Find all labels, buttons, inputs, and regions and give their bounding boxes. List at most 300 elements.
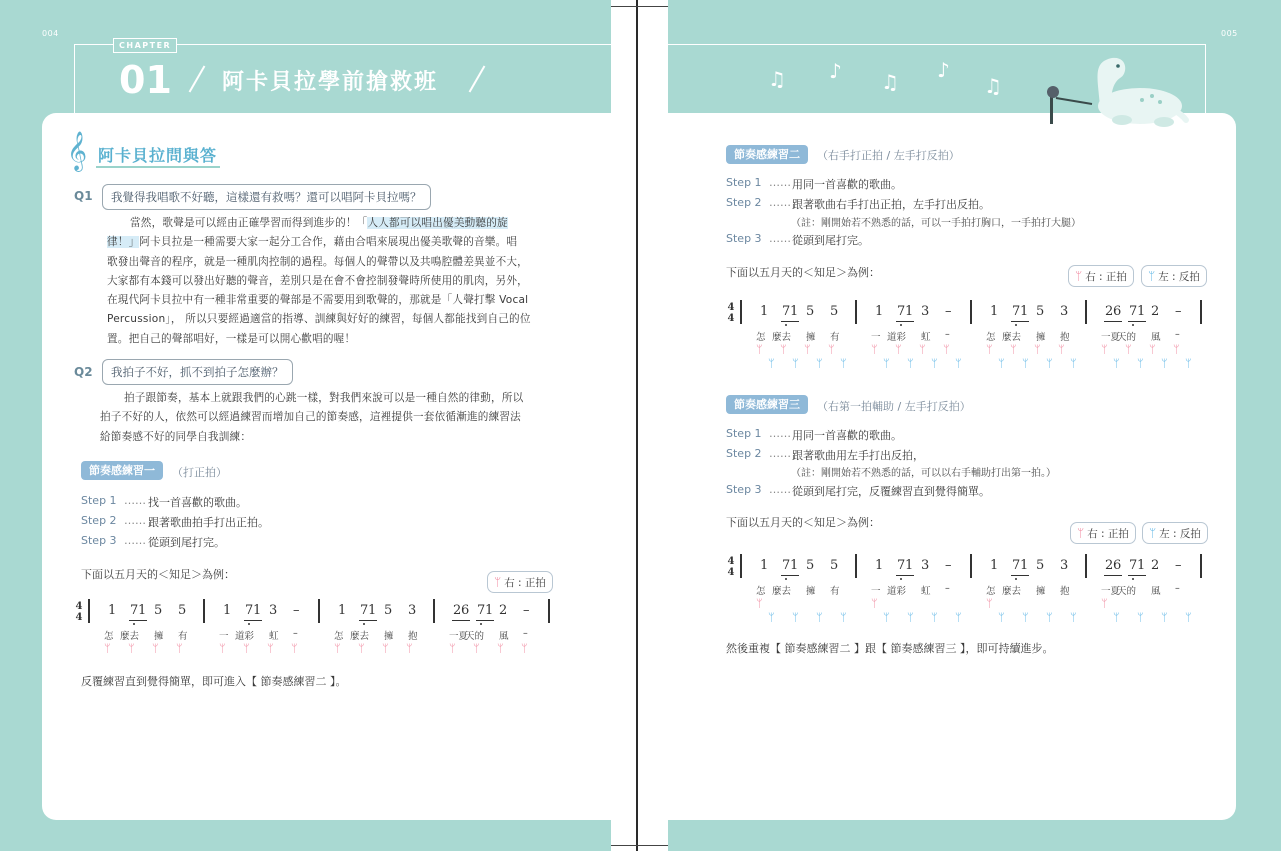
hand-clap-icon: ᛘ <box>955 611 962 624</box>
hand-clap-icon: ᛘ <box>1161 611 1168 624</box>
barline <box>1085 554 1087 578</box>
note-number: 7 <box>782 304 791 319</box>
score-1 <box>0 0 1 1</box>
hand-clap-icon: ᛘ <box>986 343 993 356</box>
hand-clap-icon: ᛘ <box>1077 526 1085 540</box>
hand-clap-icon: ᛘ <box>1161 357 1168 370</box>
lyric: 怎 <box>334 631 344 642</box>
book-spine <box>611 0 668 851</box>
lyric: 麼去 <box>350 631 370 642</box>
lyric: – <box>1175 583 1180 594</box>
lyric: 擁 <box>384 631 394 642</box>
lyric: 怎 <box>756 586 766 597</box>
answer-line: 拍子不好的人，依然可以經過練習而增加自己的節奏感，這裡提供一套依循漸進的練習法 <box>100 411 521 424</box>
lyric: 麼去 <box>1002 332 1022 343</box>
step-2-label: Step 2 <box>81 514 117 527</box>
note-number: 3 <box>921 304 930 319</box>
hand-clap-icon: ᛘ <box>1046 611 1053 624</box>
hand-clap-icon: ᛘ <box>907 611 914 624</box>
barline <box>433 599 435 623</box>
hand-clap-icon: ᛘ <box>955 357 962 370</box>
beam-underline <box>476 620 494 621</box>
note-number: 1 <box>790 304 799 319</box>
step-dots: …… <box>769 232 791 245</box>
answer-1-paragraph <box>107 214 555 349</box>
note-number: 5 <box>1036 558 1045 573</box>
note-number: 1 <box>875 304 884 319</box>
hand-clap-icon: ᛘ <box>243 642 250 655</box>
note-number: 1 <box>905 304 914 319</box>
step-1-label: Step 1 <box>726 427 762 440</box>
lyric: – <box>523 628 528 639</box>
note-number: 2 <box>1151 304 1160 319</box>
right-hand-legend: ᛘ 右 : 正拍 <box>1068 265 1134 287</box>
music-note-icon: ♪ <box>937 58 950 82</box>
time-signature: 4 4 <box>727 302 735 324</box>
answer-line: 拍子跟節奏，基本上就跟我們的心跳一樣，對我們來說可以是一種自然的律動，所以 <box>124 392 524 404</box>
lyric: – <box>945 583 950 594</box>
lyric: – <box>1175 329 1180 340</box>
hand-clap-icon: ᛘ <box>816 357 823 370</box>
question-1-box: 我覺得我唱歌不好聽，這樣還有救嗎？還可以唱阿卡貝拉嗎？ <box>102 184 431 210</box>
lyric: 抱 <box>408 631 418 642</box>
hand-clap-icon: ᛘ <box>883 611 890 624</box>
lyric: 麼去 <box>772 332 792 343</box>
step-2-note: （註：剛開始若不熟悉的話，可以一手拍打胸口，一手拍打大腿） <box>791 218 1081 229</box>
step-1-text: 用同一首喜歡的歌曲。 <box>792 178 902 191</box>
beam-underline <box>359 620 377 621</box>
note-number: 5 <box>154 603 163 618</box>
hand-clap-icon: ᛘ <box>1149 343 1156 356</box>
note-number: 1 <box>223 603 232 618</box>
beam-underline <box>896 321 914 322</box>
lyric: 道彩 <box>887 586 907 597</box>
lyric: – <box>293 628 298 639</box>
lyric: 擁 <box>1036 332 1046 343</box>
hand-clap-icon: ᛘ <box>1101 597 1108 610</box>
hand-clap-icon: ᛘ <box>497 642 504 655</box>
exercise-1-badge: 節奏感練習一 <box>81 461 163 480</box>
note-number: 7 <box>1129 558 1138 573</box>
music-note-icon: ♪ <box>829 59 842 83</box>
exercise-3-note: （右第一拍輔助 / 左手打反拍） <box>817 400 971 413</box>
note-number: 1 <box>485 603 494 618</box>
answer-line: 律！」阿卡貝拉是一種需要大家一起分工合作，藉由合唱來展現出優美歌聲的音樂。唱 <box>107 236 518 249</box>
lyric: 怎 <box>986 332 996 343</box>
note-number: 1 <box>760 558 769 573</box>
step-2-note: （註：剛開始若不熟悉的話，可以以右手輔助打出第一拍。） <box>791 468 1056 479</box>
question-2-label: Q2 <box>74 365 93 379</box>
note-number: 5 <box>806 304 815 319</box>
note-number: 1 <box>1137 304 1146 319</box>
answer-line: 在現代阿卡貝拉中有一種非常重要的聲部是不需要用到歌聲的，那就是「人聲打擊 Vocal <box>107 294 529 307</box>
note-number: 3 <box>1060 304 1069 319</box>
barline <box>1200 300 1202 324</box>
exercise-2-note: （右手打正拍 / 左手打反拍） <box>817 149 960 162</box>
exercise-1-note: （打正拍） <box>172 466 227 479</box>
note-number: 5 <box>1036 304 1045 319</box>
note-number: 1 <box>760 304 769 319</box>
note-number: 1 <box>253 603 262 618</box>
hand-clap-icon: ᛘ <box>919 343 926 356</box>
step-dots: …… <box>124 514 146 527</box>
note-number: 7 <box>245 603 254 618</box>
note-number: 7 <box>360 603 369 618</box>
lyric: 麼去 <box>772 586 792 597</box>
note-number: 3 <box>1060 558 1069 573</box>
note-number: 1 <box>990 304 999 319</box>
hand-clap-icon: ᛘ <box>1070 611 1077 624</box>
hand-clap-icon: ᛘ <box>792 611 799 624</box>
note-number: 1 <box>108 603 117 618</box>
lyric: 一 <box>871 586 881 597</box>
beam-underline <box>1011 321 1029 322</box>
note-number: 1 <box>875 558 884 573</box>
note-number: 2 <box>453 603 462 618</box>
lyric: 一 <box>871 332 881 343</box>
hand-clap-icon: ᛘ <box>494 575 502 589</box>
note-number: 1 <box>138 603 147 618</box>
step-dots: …… <box>769 427 791 440</box>
note-number: 2 <box>1105 304 1114 319</box>
left-hand-legend: ᛘ 左 : 反拍 <box>1142 522 1208 544</box>
hand-clap-icon: ᛘ <box>1149 526 1157 540</box>
note-number: 3 <box>408 603 417 618</box>
step-dots: …… <box>769 196 791 209</box>
hand-clap-icon: ᛘ <box>382 642 389 655</box>
note-number: 2 <box>1105 558 1114 573</box>
note-number: 2 <box>1151 558 1160 573</box>
beam-underline <box>244 620 262 621</box>
step-3-label: Step 3 <box>726 232 762 245</box>
barline <box>1085 300 1087 324</box>
beam-underline <box>1128 575 1146 576</box>
hand-clap-icon: ᛘ <box>828 343 835 356</box>
note-number: 7 <box>782 558 791 573</box>
hand-clap-icon: ᛘ <box>871 597 878 610</box>
note-number: 7 <box>1012 304 1021 319</box>
note-number: – <box>945 558 952 573</box>
note-number: 2 <box>499 603 508 618</box>
note-number: 3 <box>921 558 930 573</box>
hand-clap-icon: ᛘ <box>219 642 226 655</box>
note-number: 7 <box>1012 558 1021 573</box>
octave-dot <box>248 623 250 625</box>
note-number: 1 <box>368 603 377 618</box>
lyric: 天的 <box>465 631 485 642</box>
page-number-right: 005 <box>1221 29 1238 38</box>
beam-underline <box>1104 321 1122 322</box>
lyric: 一夏 <box>449 631 469 642</box>
octave-dot <box>1132 324 1134 326</box>
hand-clap-icon: ᛘ <box>128 642 135 655</box>
plesiosaur-mascot <box>1040 48 1190 130</box>
hand-clap-icon: ᛘ <box>152 642 159 655</box>
barline <box>855 554 857 578</box>
lyric: 怎 <box>756 332 766 343</box>
lyric: 抱 <box>1060 332 1070 343</box>
hand-clap-icon: ᛘ <box>1113 611 1120 624</box>
lyric: 一 <box>219 631 229 642</box>
hand-clap-icon: ᛘ <box>1010 343 1017 356</box>
lyric: 虹 <box>921 332 931 343</box>
step-2-label: Step 2 <box>726 447 762 460</box>
beam-underline <box>1104 575 1122 576</box>
chapter-number: 01 <box>119 58 172 102</box>
lyric: 風 <box>499 631 509 642</box>
hand-clap-icon: ᛘ <box>1125 343 1132 356</box>
octave-dot <box>785 578 787 580</box>
octave-dot <box>1015 578 1017 580</box>
note-number: 7 <box>897 558 906 573</box>
chapter-title: 阿卡貝拉學前搶救班 <box>222 70 439 95</box>
note-number: 7 <box>1129 304 1138 319</box>
hand-clap-icon: ᛘ <box>1185 611 1192 624</box>
hand-clap-icon: ᛘ <box>895 343 902 356</box>
step-dots: …… <box>124 534 146 547</box>
section-title: 阿卡貝拉問與答 <box>98 146 218 165</box>
lyric: 怎 <box>104 631 114 642</box>
note-number: – <box>1175 304 1182 319</box>
hand-clap-icon: ᛘ <box>780 343 787 356</box>
step-dots: …… <box>124 494 146 507</box>
time-signature: 4 4 <box>75 601 83 623</box>
barline <box>970 300 972 324</box>
octave-dot <box>480 623 482 625</box>
highlight: 人人都可以唱出優美動聽的旋 <box>367 217 508 229</box>
lyric: 麼去 <box>1002 586 1022 597</box>
barline <box>1200 554 1202 578</box>
lyric: 抱 <box>1060 586 1070 597</box>
note-number: – <box>523 603 530 618</box>
octave-dot <box>363 623 365 625</box>
lyric: 一夏 <box>1101 332 1121 343</box>
beam-underline <box>1128 321 1146 322</box>
spine-mark <box>611 6 668 7</box>
hand-clap-icon: ᛘ <box>907 357 914 370</box>
note-number: 5 <box>178 603 187 618</box>
step-3-label: Step 3 <box>81 534 117 547</box>
hand-clap-icon: ᛘ <box>1022 357 1029 370</box>
lyric: 有 <box>178 631 188 642</box>
right-hand-legend: ᛘ 右 : 正拍 <box>487 571 553 593</box>
step-dots: …… <box>769 447 791 460</box>
right-footer-text: 然後重複【 節奏感練習二 】跟【 節奏感練習三 】，即可持續進步。 <box>726 642 1054 655</box>
answer-line: 大家都有本錢可以發出好聽的聲音，差別只是在會不會控制發聲時所使用的肌肉，另外， <box>107 274 528 287</box>
lyric: 擁 <box>806 586 816 597</box>
barline <box>740 554 742 578</box>
note-number: 1 <box>1137 558 1146 573</box>
answer-line: 歌發出聲音的程序，就是一種肌肉控制的過程。每個人的聲帶以及共鳴腔體差異並不大， <box>107 255 528 268</box>
note-number: 7 <box>477 603 486 618</box>
note-number: 1 <box>905 558 914 573</box>
hand-clap-icon: ᛘ <box>1075 269 1083 283</box>
lyric: 有 <box>830 586 840 597</box>
beam-underline <box>896 575 914 576</box>
hand-clap-icon: ᛘ <box>943 343 950 356</box>
note-number: 1 <box>790 558 799 573</box>
left-hand-legend: ᛘ 左 : 反拍 <box>1141 265 1207 287</box>
step-2-text: 跟著歌曲用左手打出反拍， <box>792 449 924 462</box>
lyric: 擁 <box>154 631 164 642</box>
hand-clap-icon: ᛘ <box>871 343 878 356</box>
hand-clap-icon: ᛘ <box>931 357 938 370</box>
lyric: 麼去 <box>120 631 140 642</box>
music-note-icon: ♫ <box>881 70 899 94</box>
highlight: 律！」 <box>107 236 140 249</box>
beam-underline <box>129 620 147 621</box>
hand-clap-icon: ᛘ <box>176 642 183 655</box>
barline <box>548 599 550 623</box>
step-3-text: 從頭到尾打完。 <box>792 234 869 247</box>
barline <box>203 599 205 623</box>
note-number: 6 <box>1113 558 1122 573</box>
hand-clap-icon: ᛘ <box>883 357 890 370</box>
spine-mark <box>611 845 668 846</box>
hand-clap-icon: ᛘ <box>449 642 456 655</box>
octave-dot <box>900 324 902 326</box>
lyric: – <box>945 329 950 340</box>
note-number: 6 <box>1113 304 1122 319</box>
answer-line: 給節奏感不好的同學自我訓練： <box>100 430 252 443</box>
lyric: 擁 <box>806 332 816 343</box>
octave-dot <box>133 623 135 625</box>
hand-clap-icon: ᛘ <box>1034 343 1041 356</box>
hand-clap-icon: ᛘ <box>986 597 993 610</box>
hand-clap-icon: ᛘ <box>998 611 1005 624</box>
step-2-text: 跟著歌曲拍手打出正拍。 <box>148 516 269 529</box>
step-2-label: Step 2 <box>726 196 762 209</box>
beam-underline <box>781 321 799 322</box>
note-number: 3 <box>269 603 278 618</box>
hand-clap-icon: ᛘ <box>756 343 763 356</box>
lyric: 擁 <box>1036 586 1046 597</box>
hand-clap-icon: ᛘ <box>756 597 763 610</box>
question-1-label: Q1 <box>74 189 93 203</box>
step-2-text: 跟著歌曲右手打出正拍，左手打出反拍。 <box>792 198 990 211</box>
hand-clap-icon: ᛘ <box>816 611 823 624</box>
example-intro: 下面以五月天的＜知足＞為例： <box>726 516 880 529</box>
octave-dot <box>1015 324 1017 326</box>
hand-clap-icon: ᛘ <box>1113 357 1120 370</box>
hand-clap-icon: ᛘ <box>792 357 799 370</box>
hand-clap-icon: ᛘ <box>267 642 274 655</box>
hand-clap-icon: ᛘ <box>1070 357 1077 370</box>
barline <box>318 599 320 623</box>
beam-underline <box>452 620 470 621</box>
answer-line: Percussion」， 所以只要經過適當的指導、訓練與好好的練習，每個人都能找到自己的位 <box>107 313 531 326</box>
step-1-text: 用同一首喜歡的歌曲。 <box>792 429 902 442</box>
step-1-text: 找一首喜歡的歌曲。 <box>148 496 247 509</box>
step-3-text: 從頭到尾打完。 <box>148 536 225 549</box>
hand-clap-icon: ᛘ <box>1137 357 1144 370</box>
hand-clap-icon: ᛘ <box>1046 357 1053 370</box>
spine-line <box>636 0 638 851</box>
lyric: 有 <box>830 332 840 343</box>
hand-clap-icon: ᛘ <box>334 642 341 655</box>
step-dots: …… <box>769 483 791 496</box>
barline <box>970 554 972 578</box>
barline <box>855 300 857 324</box>
octave-dot <box>785 324 787 326</box>
treble-clef-icon: 𝄞 <box>67 131 88 171</box>
hand-clap-icon: ᛘ <box>1058 343 1065 356</box>
step-3-label: Step 3 <box>726 483 762 496</box>
hand-clap-icon: ᛘ <box>840 357 847 370</box>
hand-clap-icon: ᛘ <box>1148 269 1156 283</box>
hand-clap-icon: ᛘ <box>1101 343 1108 356</box>
exercise-2-badge: 節奏感練習二 <box>726 145 808 164</box>
step-dots: …… <box>769 176 791 189</box>
music-note-icon: ♫ <box>768 67 786 91</box>
hand-clap-icon: ᛘ <box>768 357 775 370</box>
lyric: 怎 <box>986 586 996 597</box>
lyric: 天的 <box>1117 332 1137 343</box>
step-1-label: Step 1 <box>726 176 762 189</box>
octave-dot <box>1132 578 1134 580</box>
hand-clap-icon: ᛘ <box>1173 343 1180 356</box>
hand-clap-icon: ᛘ <box>1185 357 1192 370</box>
question-2-box: 我拍子不好，抓不到拍子怎麼辦？ <box>102 359 293 385</box>
barline <box>88 599 90 623</box>
hand-clap-icon: ᛘ <box>768 611 775 624</box>
lyric: 虹 <box>921 586 931 597</box>
note-number: 7 <box>897 304 906 319</box>
hand-clap-icon: ᛘ <box>1022 611 1029 624</box>
hand-clap-icon: ᛘ <box>998 357 1005 370</box>
example-intro: 下面以五月天的＜知足＞為例： <box>726 266 880 279</box>
chapter-tag: CHAPTER <box>113 38 177 53</box>
page-number-left: 004 <box>42 29 59 38</box>
beam-underline <box>781 575 799 576</box>
lyric: 天的 <box>1117 586 1137 597</box>
hand-clap-icon: ᛘ <box>358 642 365 655</box>
lyric: 虹 <box>269 631 279 642</box>
example-intro: 下面以五月天的＜知足＞為例： <box>81 568 235 581</box>
section-title-underline <box>96 166 220 168</box>
note-number: 7 <box>130 603 139 618</box>
note-number: 5 <box>830 304 839 319</box>
hand-clap-icon: ᛘ <box>804 343 811 356</box>
note-number: 5 <box>384 603 393 618</box>
right-hand-legend: ᛘ 右 : 正拍 <box>1070 522 1136 544</box>
lyric: 風 <box>1151 586 1161 597</box>
note-number: 5 <box>806 558 815 573</box>
note-number: 5 <box>830 558 839 573</box>
answer-line: 置。把自己的聲部唱好，一樣是可以開心歡唱的喔！ <box>107 332 356 345</box>
step-1-label: Step 1 <box>81 494 117 507</box>
octave-dot <box>900 578 902 580</box>
note-number: 1 <box>990 558 999 573</box>
lyric: 道彩 <box>887 332 907 343</box>
barline <box>740 300 742 324</box>
hand-clap-icon: ᛘ <box>291 642 298 655</box>
note-number: 1 <box>1020 304 1029 319</box>
hand-clap-icon: ᛘ <box>840 611 847 624</box>
answer-line: 當然，歌聲是可以經由正確學習而得到進步的！「人人都可以唱出優美動聽的旋 <box>130 217 508 229</box>
note-number: 1 <box>1020 558 1029 573</box>
lyric: 一夏 <box>1101 586 1121 597</box>
lyric: 道彩 <box>235 631 255 642</box>
music-note-icon: ♫ <box>984 74 1002 98</box>
lyric: 風 <box>1151 332 1161 343</box>
exercise-3-badge: 節奏感練習三 <box>726 395 808 414</box>
hand-clap-icon: ᛘ <box>104 642 111 655</box>
hand-clap-icon: ᛘ <box>931 611 938 624</box>
note-number: – <box>1175 558 1182 573</box>
step-3-text: 從頭到尾打完，反覆練習直到覺得簡單。 <box>792 485 990 498</box>
hand-clap-icon: ᛘ <box>521 642 528 655</box>
